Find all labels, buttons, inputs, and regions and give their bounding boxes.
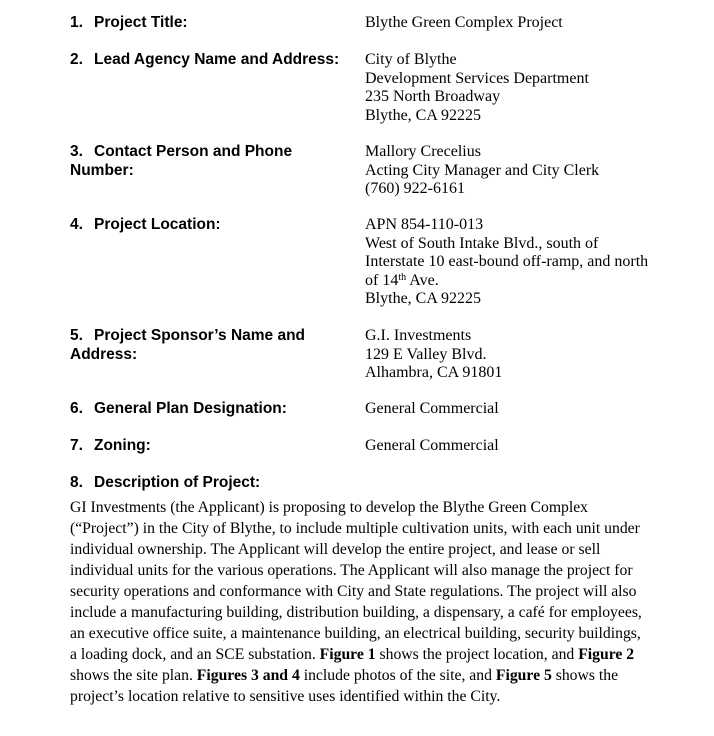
figure-ref: Figures 3 and 4 bbox=[196, 667, 300, 684]
item-label: 3. Contact Person and Phone Number: bbox=[70, 143, 293, 179]
item-value: G.I. Investments 129 E Valley Blvd. Alhambra, CA 91801 bbox=[365, 327, 503, 381]
item-value: General Commercial bbox=[365, 400, 499, 417]
item-value: Mallory Crecelius Acting City Manager and City Clerk (760) 922-6161 bbox=[365, 143, 600, 197]
item-label: 8. Description of Project: bbox=[70, 474, 261, 491]
item-label: 5. Project Sponsor’s Name and Address: bbox=[70, 327, 306, 363]
item-label: 7. Zoning: bbox=[70, 437, 151, 454]
item-value: Blythe Green Complex Project bbox=[365, 14, 563, 31]
item-label: 1. Project Title: bbox=[70, 14, 188, 31]
item-label: 6. General Plan Designation: bbox=[70, 400, 287, 417]
figure-ref: Figure 5 bbox=[495, 667, 552, 684]
project-description: GI Investments (the Applicant) is proposing to develop the Blythe Green Complex (“Project”) in the City of Blythe, to include multiple cultivation units, with each unit under individual ownership. The Applicant will develop the entire project, and lease or sell individual units for the various operations. The Applicant will also manage the project for security operations and conformance with City and State regulations. The project will also include a manufacturing building, distribution building, a dispensary, a café for employees, an executive office suite, a maintenance building, an electrical building, security buildings, a loading dock, and an SCE substation. Figure 1 shows the project location, and Figure 2 shows the site plan. Figures 3 and 4 include photos of the site, and Figure 5 shows the project’s location relative to sensitive uses identified within the City. bbox=[70, 499, 642, 705]
item-value: City of Blythe Development Services Department 235 North Broadway Blythe, CA 92225 bbox=[365, 51, 589, 124]
item-value: General Commercial bbox=[365, 437, 499, 454]
figure-ref: Figure 1 bbox=[319, 646, 376, 663]
item-label: 4. Project Location: bbox=[70, 216, 221, 233]
figure-ref: Figure 2 bbox=[578, 646, 635, 663]
item-value: APN 854-110-013 West of South Intake Blvd., south of Interstate 10 east-bound off-ramp, and north of 14th Ave. Blythe, CA 92225 bbox=[365, 216, 649, 307]
item-label: 2. Lead Agency Name and Address: bbox=[70, 51, 340, 68]
